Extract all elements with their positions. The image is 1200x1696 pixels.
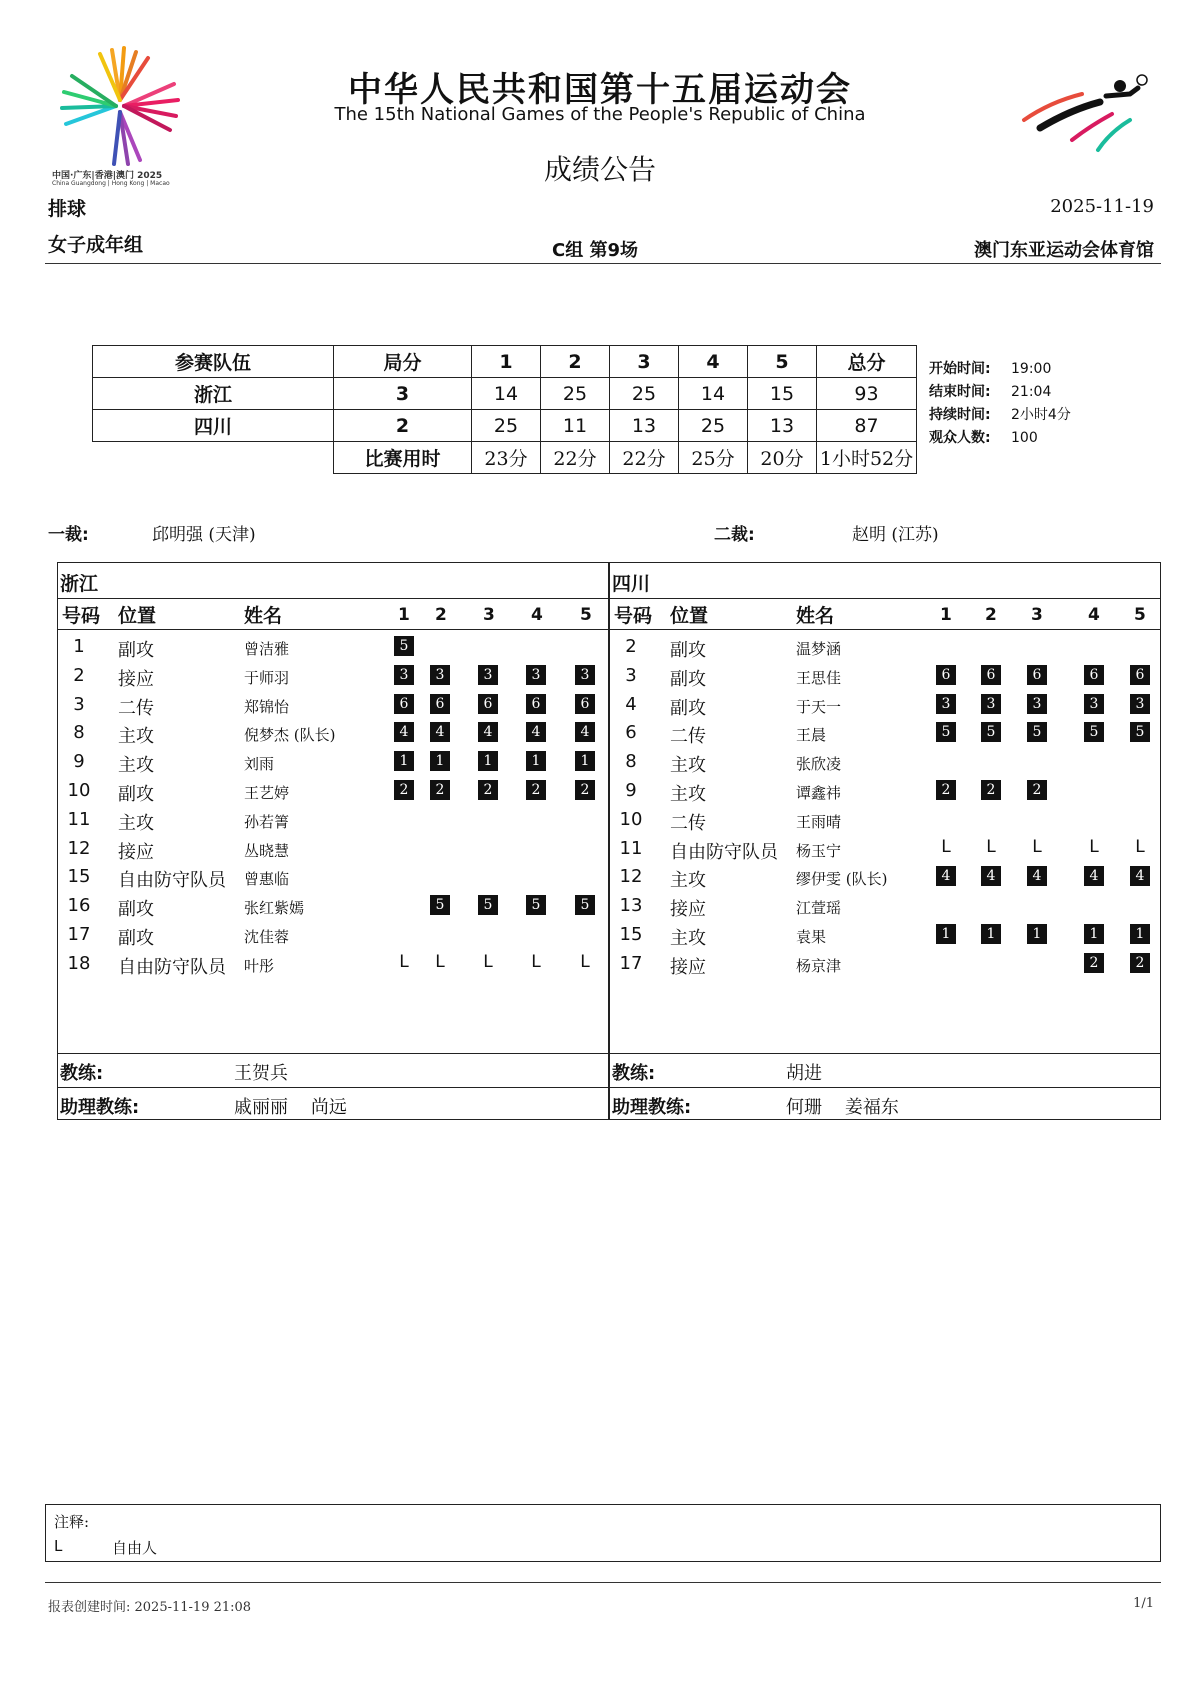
rotation-position-marker: 3 [1130, 694, 1150, 714]
set-duration: 22分 [541, 442, 610, 474]
player-name: 杨京津 [796, 956, 842, 975]
set-score: 13 [748, 410, 817, 442]
col-position: 位置 [118, 605, 157, 627]
player-name: 于天一 [796, 697, 842, 716]
rotation-position-marker: 2 [936, 780, 956, 800]
set-score: 11 [541, 410, 610, 442]
player-row [610, 633, 1160, 662]
col-set-4: 4 [531, 605, 543, 625]
player-row [58, 950, 608, 979]
player-number: 13 [619, 895, 643, 917]
player-position: 主攻 [670, 928, 706, 949]
libero-marker: L [1032, 836, 1042, 857]
player-number: 15 [619, 924, 643, 945]
col-set-2: 2 [435, 605, 447, 625]
player-position: 副攻 [670, 668, 706, 690]
set-duration: 25分 [679, 442, 748, 474]
rotation-position-marker: 5 [430, 895, 450, 915]
rotation-position-marker: 6 [526, 694, 546, 714]
player-position: 副攻 [118, 928, 154, 949]
player-position: 接应 [118, 841, 154, 863]
player-position: 二传 [670, 812, 706, 834]
player-name: 刘雨 [244, 755, 275, 774]
sets-won: 2 [334, 410, 472, 442]
match-info-duration: 持续时间: 2小时4分 [929, 407, 1071, 423]
rotation-position-marker: 5 [478, 895, 498, 915]
first-referee-label: 一裁: [48, 525, 89, 545]
player-number: 12 [67, 837, 91, 859]
header-sets: 局分 [334, 346, 472, 378]
header-total: 总分 [817, 346, 917, 378]
set-score: 13 [610, 410, 679, 442]
player-position: 二传 [670, 726, 706, 748]
rotation-position-marker: 5 [394, 636, 414, 656]
libero-marker: L [986, 836, 996, 857]
first-referee: 邱明强 (天津) [152, 525, 256, 545]
player-name: 温梦涵 [796, 640, 842, 658]
player-name: 沈佳蓉 [244, 928, 290, 946]
player-row [610, 719, 1160, 748]
player-position: 主攻 [670, 784, 706, 805]
set-score: 25 [472, 410, 541, 442]
player-name: 王雨晴 [796, 812, 842, 831]
player-row [610, 863, 1160, 892]
player-number: 10 [67, 780, 91, 801]
rotation-position-marker: 4 [936, 866, 956, 886]
libero-marker: L [1135, 836, 1145, 857]
rotation-position-marker: 6 [575, 694, 595, 714]
rotation-position-marker: 3 [575, 665, 595, 685]
player-number: 17 [619, 952, 643, 974]
rotation-position-marker: 6 [430, 694, 450, 714]
player-row [58, 777, 608, 806]
second-referee: 赵明 (江苏) [852, 525, 939, 545]
player-row [610, 662, 1160, 691]
score-table [92, 345, 917, 474]
games-title-en: The 15th National Games of the People's Republic of China [334, 104, 866, 125]
rotation-position-marker: 4 [981, 866, 1001, 886]
coach-label: 教练: [612, 1063, 656, 1084]
total-duration: 1小时52分 [817, 442, 917, 474]
player-number: 9 [625, 780, 637, 801]
rotation-position-marker: 1 [981, 924, 1001, 944]
player-row [58, 662, 608, 691]
team-name: 四川 [93, 410, 334, 442]
libero-marker: L [483, 951, 493, 972]
player-row [610, 950, 1160, 979]
rotation-position-marker: 1 [430, 751, 450, 771]
player-number: 18 [67, 952, 91, 974]
header-set-1: 1 [472, 346, 541, 378]
rotation-position-marker: 5 [936, 722, 956, 742]
coach-label: 教练: [60, 1063, 104, 1084]
rotation-position-marker: 3 [936, 694, 956, 714]
assistant-coach-label: 助理教练: [612, 1097, 692, 1118]
player-row [610, 921, 1160, 950]
player-row [58, 835, 608, 864]
rotation-position-marker: 3 [430, 665, 450, 685]
player-number: 11 [619, 837, 643, 859]
libero-marker: L [580, 951, 590, 972]
roster-panel-zhejiang [57, 562, 609, 1120]
rotation-position-marker: 3 [478, 665, 498, 685]
team-name: 浙江 [93, 378, 334, 410]
header-team: 参赛队伍 [93, 346, 334, 378]
rotation-position-marker: 6 [478, 694, 498, 714]
libero-marker: L [399, 951, 409, 972]
libero-marker: L [531, 951, 541, 972]
rotation-position-marker: 6 [936, 665, 956, 685]
player-name: 王晨 [796, 726, 827, 745]
rotation-position-marker: 6 [1130, 665, 1150, 685]
score-row-team-1 [93, 378, 917, 410]
player-name: 袁果 [796, 928, 827, 946]
rotation-position-marker: 4 [1027, 866, 1047, 886]
player-name: 杨玉宁 [796, 841, 842, 860]
assistant-coach-names: 何珊 姜福东 [786, 1097, 899, 1118]
logo-caption: 中国·广东|香港|澳门 2025 [52, 171, 163, 181]
col-set-2: 2 [985, 605, 997, 625]
col-set-4: 4 [1088, 605, 1100, 625]
player-number: 2 [625, 636, 637, 657]
player-position: 副攻 [118, 899, 154, 921]
col-name: 姓名 [796, 605, 835, 627]
player-row [610, 691, 1160, 720]
player-name: 张红紫嫣 [244, 899, 305, 918]
col-set-3: 3 [483, 605, 495, 625]
player-number: 8 [73, 722, 85, 744]
player-name: 曾洁雅 [244, 640, 290, 658]
player-row [58, 892, 608, 921]
rotation-position-marker: 1 [478, 751, 498, 771]
rotation-position-marker: 1 [526, 751, 546, 771]
player-row [58, 633, 608, 662]
header-set-4: 4 [679, 346, 748, 378]
rotation-position-marker: 6 [981, 665, 1001, 685]
set-score: 14 [472, 378, 541, 410]
second-referee-label: 二裁: [714, 525, 755, 545]
header-set-2: 2 [541, 346, 610, 378]
player-name: 谭鑫祎 [796, 784, 842, 802]
player-row [610, 748, 1160, 777]
rotation-position-marker: 4 [526, 722, 546, 742]
col-set-1: 1 [398, 605, 410, 625]
rotation-position-marker: 1 [1084, 924, 1104, 944]
player-position: 副攻 [118, 640, 154, 661]
player-row [58, 719, 608, 748]
rotation-position-marker: 2 [430, 780, 450, 800]
rotation-position-marker: 3 [1084, 694, 1104, 714]
notes-symbol: L [54, 1537, 63, 1555]
player-row [610, 835, 1160, 864]
set-duration: 23分 [472, 442, 541, 474]
rotation-position-marker: 5 [1130, 722, 1150, 742]
match-info-start: 开始时间: 19:00 [929, 361, 1052, 377]
duration-label: 比赛用时 [334, 442, 472, 474]
player-position: 副攻 [118, 784, 154, 805]
set-score: 25 [610, 378, 679, 410]
col-set-5: 5 [580, 605, 592, 625]
player-position: 主攻 [670, 870, 706, 892]
col-name: 姓名 [244, 605, 283, 627]
team-name: 浙江 [60, 573, 99, 595]
set-score: 25 [679, 410, 748, 442]
player-position: 副攻 [670, 640, 706, 661]
assistant-coach-label: 助理教练: [60, 1097, 140, 1118]
player-row [610, 777, 1160, 806]
rotation-position-marker: 4 [575, 722, 595, 742]
player-row [58, 806, 608, 835]
notes-box [45, 1504, 1161, 1562]
player-number: 3 [73, 693, 85, 715]
coach-name: 胡进 [786, 1063, 822, 1084]
col-set-5: 5 [1134, 605, 1146, 625]
footer-divider [45, 1582, 1161, 1583]
report-title: 成绩公告 [543, 153, 656, 186]
venue-label: 澳门东亚运动会体育馆 [974, 240, 1154, 261]
score-header-row [93, 346, 917, 378]
rotation-position-marker: 4 [1130, 866, 1150, 886]
col-set-3: 3 [1031, 605, 1043, 625]
set-score: 15 [748, 378, 817, 410]
page-number: 1/1 [1133, 1596, 1154, 1611]
header-set-5: 5 [748, 346, 817, 378]
rotation-position-marker: 1 [394, 751, 414, 771]
rotation-position-marker: 5 [1027, 722, 1047, 742]
rotation-position-marker: 2 [1027, 780, 1047, 800]
rotation-position-marker: 5 [1084, 722, 1104, 742]
rotation-position-marker: 5 [575, 895, 595, 915]
rotation-position-marker: 2 [981, 780, 1001, 800]
games-title-cn: 中华人民共和国第十五届运动会 [348, 70, 852, 110]
rotation-position-marker: 3 [394, 665, 414, 685]
sets-won: 3 [334, 378, 472, 410]
header-divider [45, 263, 1161, 264]
rotation-position-marker: 4 [478, 722, 498, 742]
player-name: 王艺婷 [244, 784, 290, 802]
player-number: 16 [67, 895, 91, 917]
player-position: 主攻 [670, 755, 706, 777]
player-number: 10 [619, 808, 643, 830]
player-number: 17 [67, 924, 91, 945]
player-row [58, 748, 608, 777]
player-position: 自由防守队员 [118, 956, 226, 978]
player-position: 接应 [670, 956, 706, 978]
col-position: 位置 [670, 605, 709, 627]
set-score: 14 [679, 378, 748, 410]
player-row [58, 921, 608, 950]
rotation-position-marker: 1 [1027, 924, 1047, 944]
player-row [610, 806, 1160, 835]
col-number: 号码 [62, 605, 101, 627]
roster-panel-sichuan [609, 562, 1161, 1120]
rotation-position-marker: 1 [575, 751, 595, 771]
player-name: 王思佳 [796, 668, 842, 687]
player-name: 倪梦杰 (队长) [244, 726, 336, 745]
rotation-position-marker: 2 [1084, 953, 1104, 973]
player-position: 接应 [670, 899, 706, 921]
total-score: 93 [817, 378, 917, 410]
player-number: 2 [73, 664, 85, 686]
rotation-position-marker: 2 [478, 780, 498, 800]
player-position: 主攻 [118, 755, 154, 777]
rotation-position-marker: 4 [1084, 866, 1104, 886]
total-score: 87 [817, 410, 917, 442]
category-label: 女子成年组 [48, 234, 144, 256]
player-position: 主攻 [118, 812, 154, 834]
rotation-position-marker: 3 [526, 665, 546, 685]
player-row [610, 892, 1160, 921]
player-number: 11 [67, 808, 91, 830]
player-number: 8 [625, 751, 637, 773]
player-row [58, 691, 608, 720]
player-number: 12 [619, 866, 643, 888]
libero-marker: L [941, 836, 951, 857]
player-position: 自由防守队员 [670, 841, 778, 863]
rotation-position-marker: 4 [430, 722, 450, 742]
player-name: 曾惠临 [244, 870, 290, 889]
player-name: 叶彤 [244, 956, 275, 975]
rotation-position-marker: 3 [981, 694, 1001, 714]
report-created-time: 报表创建时间: 2025-11-19 21:08 [48, 1600, 252, 1615]
rotation-position-marker: 1 [936, 924, 956, 944]
assistant-coach-names: 戚丽丽 尚远 [234, 1097, 347, 1118]
rotation-position-marker: 2 [526, 780, 546, 800]
logo-caption-en: China Guangdong | Hong Kong | Macao [52, 180, 170, 187]
set-duration: 20分 [748, 442, 817, 474]
player-number: 9 [73, 751, 85, 773]
set-score: 25 [541, 378, 610, 410]
report-date: 2025-11-19 [1050, 196, 1154, 217]
player-number: 6 [625, 722, 637, 744]
player-name: 郑锦怡 [244, 697, 290, 716]
rotation-position-marker: 2 [1130, 953, 1150, 973]
player-position: 二传 [118, 697, 154, 719]
player-name: 缪伊雯 (队长) [796, 870, 888, 889]
rotation-position-marker: 4 [394, 722, 414, 742]
player-name: 张欣凌 [796, 755, 842, 774]
sport-label: 排球 [48, 198, 87, 220]
rotation-position-marker: 2 [575, 780, 595, 800]
match-info-spectators: 观众人数: 100 [929, 430, 1038, 446]
rotation-position-marker: 1 [1130, 924, 1150, 944]
rotation-position-marker: 6 [394, 694, 414, 714]
col-set-1: 1 [940, 605, 952, 625]
player-position: 接应 [118, 668, 154, 690]
score-row-team-2 [93, 410, 917, 442]
rotation-position-marker: 6 [1027, 665, 1047, 685]
rotation-position-marker: 5 [981, 722, 1001, 742]
rotation-position-marker: 6 [1084, 665, 1104, 685]
rotation-position-marker: 2 [394, 780, 414, 800]
player-name: 于师羽 [244, 668, 290, 687]
player-number: 3 [625, 664, 637, 686]
duration-row [93, 442, 917, 474]
libero-marker: L [1089, 836, 1099, 857]
player-name: 丛晓慧 [244, 841, 290, 860]
player-row [58, 863, 608, 892]
notes-label: 注释: [54, 1513, 90, 1531]
match-label: C组 第9场 [552, 240, 639, 261]
col-number: 号码 [614, 605, 653, 627]
match-info-end: 结束时间: 21:04 [929, 384, 1052, 400]
player-number: 1 [73, 636, 85, 657]
notes-meaning: 自由人 [112, 1539, 158, 1557]
player-name: 江萱瑶 [796, 899, 842, 918]
player-position: 自由防守队员 [118, 870, 226, 892]
rotation-position-marker: 3 [1027, 694, 1047, 714]
rotation-position-marker: 5 [526, 895, 546, 915]
set-duration: 22分 [610, 442, 679, 474]
coach-name: 王贺兵 [234, 1063, 288, 1084]
player-position: 副攻 [670, 697, 706, 719]
player-name: 孙若箐 [244, 812, 290, 831]
team-name: 四川 [612, 573, 651, 595]
header-set-3: 3 [610, 346, 679, 378]
player-number: 15 [67, 866, 91, 888]
player-position: 主攻 [118, 726, 154, 748]
player-number: 4 [625, 693, 637, 715]
libero-marker: L [435, 951, 445, 972]
